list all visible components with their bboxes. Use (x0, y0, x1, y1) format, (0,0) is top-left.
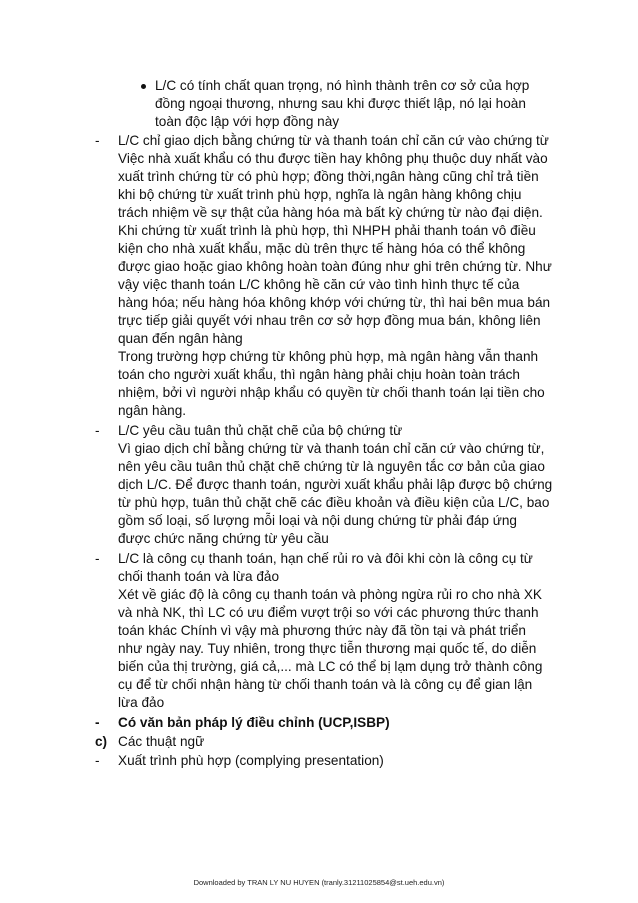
p6-line: Xuất trình phù hợp (complying presentation) (118, 753, 384, 768)
p2-line-1: L/C yêu cầu tuân thủ chặt chẽ của bộ chứng từ (118, 423, 403, 438)
p3-line-4: và nhà NK, thì LC có ưu điểm vượt trội so với các phương thức thanh (118, 605, 539, 620)
p1-line-14: toán cho người xuất khẩu, thì ngân hàng phải chịu hoàn toàn trách (118, 367, 520, 382)
p1-line-7: kiện cho nhà xuất khẩu, mặc dù trên thực tế hàng hóa có thể không (118, 241, 526, 256)
p5-line: Các thuật ngữ (118, 734, 205, 749)
p2-line-5: từ phù hợp, tuân thủ chặt chẽ các điều khoản và điều kiện của L/C, bao (118, 495, 550, 510)
p1-line-1: L/C chỉ giao dịch bằng chứng từ và thanh toán chỉ căn cứ vào chứng từ (118, 133, 549, 148)
p1-line-12: quan đến ngân hàng (118, 331, 243, 346)
p1-line-3: xuất trình chứng từ có phù hợp; đồng thời,ngân hàng cũng chỉ trả tiền (118, 169, 539, 184)
bullet-line-3: toàn độc lập với hợp đồng này (155, 114, 340, 129)
p1-line-16: ngân hàng. (118, 403, 187, 418)
p3-line-5: toán khác Chính vì vậy mà phương thức này đã tồn tại và phát triển (118, 623, 526, 638)
dash-marker-3: - (95, 551, 100, 566)
p2-line-2: Vì giao dịch chỉ bằng chứng từ và thanh toán chỉ căn cứ vào chứng từ, (118, 441, 545, 456)
bullet-dot (141, 84, 146, 89)
bullet-line-2: đồng ngoại thương, nhưng sau khi được thiết lập, nó lại hoàn (155, 96, 526, 111)
p2-line-6: gồm số loại, số lượng mỗi loại và nội dung chứng từ phải đáp ứng (118, 513, 517, 528)
bullet-line-1: L/C có tính chất quan trọng, nó hình thành trên cơ sở của hợp (155, 78, 530, 93)
p3-line-1: L/C là công cụ thanh toán, hạn chế rủi ro và đôi khi còn là công cụ từ (118, 551, 533, 566)
dash-marker-6: - (95, 753, 100, 768)
dash-marker-4: - (95, 715, 100, 730)
p1-line-6: Khi chứng từ xuất trình là phù hợp, thì NHPH phải thanh toán vô điều (118, 223, 536, 238)
dash-marker-2: - (95, 423, 100, 438)
p1-line-13: Trong trường hợp chứng từ không phù hợp, mà ngân hàng vẫn thanh (118, 349, 539, 364)
p3-line-6: như ngày nay. Tuy nhiên, trong thực tiễn thương mại quốc tế, do diễn (118, 641, 537, 656)
p1-line-9: vậy việc thanh toán L/C không hề căn cứ vào tình hình thực tế của (118, 277, 520, 292)
download-footer: Downloaded by TRAN LY NU HUYEN (tranly.31211025854@st.ueh.edu.vn) (193, 878, 445, 887)
p1-line-15: nhiệm, bởi vì người nhập khẩu có quyền từ chối thanh toán lại tiền cho (118, 385, 545, 400)
p1-line-2: Việc nhà xuất khẩu có thu được tiền hay không phụ thuộc duy nhất vào (118, 151, 548, 166)
dash-marker-1: - (95, 133, 100, 148)
p3-line-3: Xét về giác độ là công cụ thanh toán và phòng ngừa rủi ro cho nhà XK (118, 587, 543, 602)
p3-line-9: lừa đảo (118, 695, 165, 710)
p3-line-2: chối thanh toán và lừa đảo (118, 569, 280, 584)
p3-line-8: cụ để từ chối nhận hàng từ chối thanh toán và là công cụ để gian lận (118, 677, 533, 692)
p1-line-5: trách nhiệm về sự thật của hàng hóa mà bất kỳ chứng từ nào đại diện. (118, 205, 543, 220)
p1-line-10: hàng hóa; nếu hàng hóa không khớp với chứng từ, thì hai bên mua bán (118, 295, 551, 310)
p2-line-3: nên yêu cầu tuân thủ chặt chẽ chứng từ là nguyên tắc cơ bản của giao (118, 459, 545, 474)
p2-line-4: dịch L/C. Để được thanh toán, người xuất khẩu phải lập được bộ chứng (118, 477, 553, 492)
p1-line-8: được giao hoặc giao không hoàn toàn đúng như ghi trên chứng từ. Như (118, 259, 552, 274)
p4-line-bold: Có văn bản pháp lý điều chỉnh (UCP,ISBP) (118, 715, 390, 730)
p1-line-11: trực tiếp giải quyết với nhau trên cơ sở hợp đồng mua bán, không liên (118, 313, 541, 328)
section-marker-c: c) (95, 734, 108, 749)
p1-line-4: khi bộ chứng từ xuất trình phù hợp, nghĩa là ngân hàng không chịu (118, 187, 522, 202)
p2-line-7: được chức năng chứng từ yêu cầu (118, 531, 329, 546)
p3-line-7: biến của thị trường, giá cả,... mà LC có thể bị lạm dụng trở thành công (118, 659, 543, 674)
